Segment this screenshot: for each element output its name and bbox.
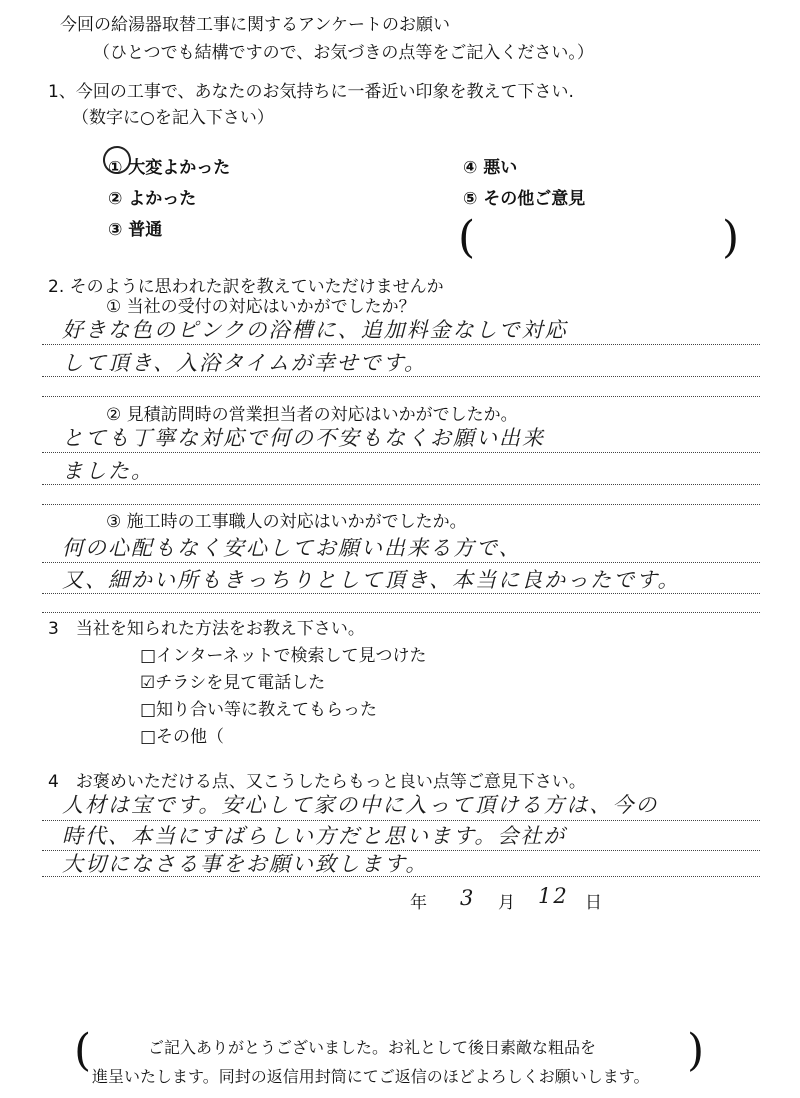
footer-line2: 進呈いたします。同封の返信用封筒にてご返信のほどよろしくお願いします。 (92, 1067, 650, 1086)
q4-answer-line3: 大切になさる事をお願い致します。 (62, 852, 429, 876)
survey-subtitle: （ひとつでも結構ですので、お気づきの点等をご記入ください。） (93, 43, 594, 63)
q2-question: 2. そのように思われた訳を教えていただけませんか (48, 277, 444, 297)
q2-sub2: ② 見積訪問時の営業担当者の対応はいかがでしたか。 (106, 405, 518, 425)
answer-rule (42, 484, 760, 485)
date-month-value: 3 (460, 886, 476, 910)
q3-option-other[interactable]: □その他（ (140, 727, 225, 747)
answer-rule (42, 562, 760, 563)
q1-option-other[interactable]: ⑤ その他ご意見 (463, 189, 586, 209)
survey-title: 今回の給湯器取替工事に関するアンケートのお願い (60, 15, 450, 35)
answer-rule (42, 593, 760, 594)
q2-answer3-line1: 何の心配もなく安心してお願い出来る方で、 (62, 536, 522, 560)
q3-option-internet[interactable]: □インターネットで検索して見つけた (140, 646, 427, 666)
answer-rule (42, 876, 760, 877)
q1-other-paren-close: ) (722, 212, 740, 263)
q4-answer-line2: 時代、本当にすばらしい方だと思います。会社が (62, 824, 567, 848)
q1-question: 1、今回の工事で、あなたのお気持ちに一番近い印象を教えて下さい. (48, 82, 574, 102)
answer-rule (42, 376, 760, 377)
q1-other-paren-open: ( (458, 212, 476, 263)
q2-answer2-line2: ました。 (62, 459, 154, 483)
answer-rule (42, 452, 760, 453)
q4-question: 4 お褒めいただける点、又こうしたらもっと良い点等ご意見下さい。 (48, 772, 586, 792)
q1-option-very-good[interactable]: ① 大変よかった (108, 158, 231, 178)
q2-answer1-line1: 好きな色のピンクの浴槽に、追加料金なしで対応 (62, 318, 568, 342)
q1-option-good[interactable]: ② よかった (108, 189, 197, 209)
date-year-label: 年 (410, 893, 427, 913)
date-day-label: 日 (585, 893, 602, 913)
q1-instruction: （数字に○を記入下さい） (72, 108, 274, 128)
answer-rule (42, 820, 760, 821)
date-month-label: 月 (498, 893, 515, 913)
q4-answer-line1: 人材は宝です。安心して家の中に入って頂ける方は、今の (62, 793, 659, 817)
footer-bracket-right: ) (687, 1025, 705, 1076)
q2-sub1: ① 当社の受付の対応はいかがでしたか？ (106, 297, 416, 317)
answer-rule (42, 850, 760, 851)
q2-sub3: ③ 施工時の工事職人の対応はいかがでしたか。 (106, 512, 467, 532)
answer-rule (42, 396, 760, 397)
q2-answer2-line1: とても丁寧な対応で何の不安もなくお願い出来 (62, 426, 545, 450)
q1-option-average[interactable]: ③ 普通 (108, 220, 163, 240)
q3-option-flyer[interactable]: ☑チラシを見て電話した (140, 673, 326, 693)
date-day-value: 12 (538, 884, 569, 908)
answer-rule (42, 612, 760, 613)
answer-rule (42, 344, 760, 345)
q3-question: 3 当社を知られた方法をお教え下さい。 (48, 619, 365, 639)
footer-line1: ご記入ありがとうございました。お礼として後日素敵な粗品を (148, 1038, 597, 1057)
q2-answer1-line2: して頂き、入浴タイムが幸せです。 (62, 351, 428, 375)
answer-rule (42, 504, 760, 505)
q2-answer3-line2: 又、細かい所もきっちりとして頂き、本当に良かったです。 (62, 568, 681, 592)
q1-option-bad[interactable]: ④ 悪い (463, 158, 518, 178)
q3-option-referral[interactable]: □知り合い等に教えてもらった (140, 700, 378, 720)
footer-bracket-left: ( (74, 1025, 92, 1076)
